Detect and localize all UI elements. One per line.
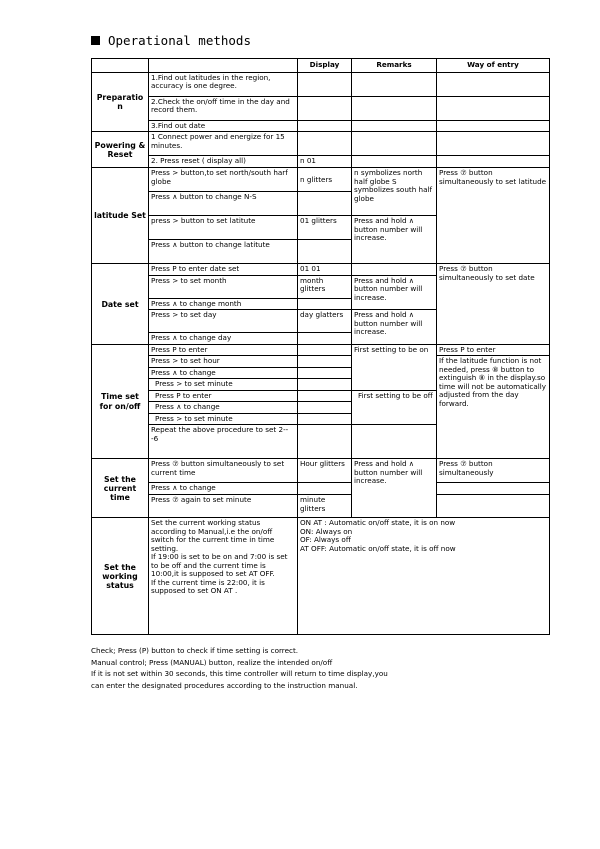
step-text: Press > to set day bbox=[149, 310, 298, 333]
step-text: Press > to set hour bbox=[149, 356, 298, 367]
step-text: Repeat the above procedure to set 2---6 bbox=[149, 425, 298, 459]
footer-line: can enter the designated procedures according to the instruction manual. bbox=[91, 680, 358, 690]
step-text: Press P to enter date set bbox=[149, 264, 298, 275]
step-text: Press P to enter bbox=[149, 390, 298, 401]
header-way-of-entry: Way of entry bbox=[437, 59, 550, 73]
display-cell: Hour glitters bbox=[298, 459, 352, 483]
step-text: 1 Connect power and energize for 15 minutes. bbox=[149, 132, 298, 156]
display-cell: day glatters bbox=[298, 310, 352, 333]
remarks-cell: First setting to be on bbox=[352, 344, 437, 390]
step-text: Press ∧ to change month bbox=[149, 298, 298, 309]
group-time-set: Time set for on/off bbox=[92, 344, 149, 458]
group-working-status: Set the working status bbox=[92, 518, 149, 635]
entry-cell bbox=[437, 73, 550, 97]
step-text: 3.Find out date bbox=[149, 121, 298, 132]
display-cell bbox=[298, 132, 352, 156]
option-line: OF: Always off bbox=[300, 535, 351, 545]
step-text: Press ∧ to change bbox=[149, 402, 298, 413]
step-text: Press ∧ button to change latitute bbox=[149, 240, 298, 264]
heading-text: Operational methods bbox=[108, 33, 251, 48]
working-status-text: If 19:00 is set to be on and 7:00 is set to be off and the current time is 10:00,it is supposed to set AT OFF. bbox=[151, 552, 288, 579]
footer-line: Check; Press (P) button to check if time setting is correct. bbox=[91, 646, 299, 655]
display-cell bbox=[298, 192, 352, 216]
display-cell bbox=[298, 390, 352, 401]
step-text: Press ⑦ again to set minute bbox=[149, 495, 298, 518]
step-text: Press ∧ to change bbox=[149, 367, 298, 378]
option-line: ON: Always on bbox=[300, 526, 353, 536]
header-step bbox=[149, 59, 298, 73]
display-cell: minute glitters bbox=[298, 495, 352, 518]
header-display: Display bbox=[298, 59, 352, 73]
group-current-time: Set the current time bbox=[92, 459, 149, 518]
entry-cell bbox=[437, 121, 550, 132]
remarks-cell: First setting to be off bbox=[352, 390, 437, 424]
step-text: 2. Press reset ( display all) bbox=[149, 156, 298, 168]
operation-table bbox=[91, 58, 550, 635]
remarks-cell: Press and hold ∧ button number will increase. bbox=[352, 216, 437, 264]
remarks-cell: Press and hold ∧ button number will increase. bbox=[352, 459, 437, 518]
display-cell: month glitters bbox=[298, 275, 352, 298]
display-cell bbox=[298, 240, 352, 264]
display-cell bbox=[298, 483, 352, 495]
step-text: press > button to set latitute bbox=[149, 216, 298, 240]
display-cell bbox=[298, 379, 352, 390]
remarks-cell: Press and hold ∧ button number will increase. bbox=[352, 275, 437, 309]
step-text: Press > button,to set north/south harf globe bbox=[149, 168, 298, 192]
display-cell bbox=[298, 344, 352, 355]
square-bullet-icon bbox=[91, 36, 100, 45]
step-text: Press ⑦ button simultaneously to set current time bbox=[149, 459, 298, 483]
display-cell: 01 01 bbox=[298, 264, 352, 275]
footer-line: Manual control; Press (MANUAL) button, realize the intended on/off bbox=[91, 657, 333, 667]
page-heading bbox=[91, 33, 251, 48]
entry-cell bbox=[437, 495, 550, 518]
option-line: ON AT : Automatic on/off state, it is on now bbox=[300, 518, 456, 528]
display-cell bbox=[298, 121, 352, 132]
entry-cell: Press ⑦ button simultaneously to set latitude bbox=[437, 168, 550, 264]
remarks-cell bbox=[352, 121, 437, 132]
working-status-text: If the current time is 22:00, it is supposed to set ON AT . bbox=[151, 577, 265, 596]
header-group bbox=[92, 59, 149, 73]
remarks-cell bbox=[352, 264, 437, 275]
header-row bbox=[92, 59, 550, 73]
remarks-cell bbox=[352, 156, 437, 168]
group-powering-reset: Powering & Reset bbox=[92, 132, 149, 168]
footer-line: If it is not set within 30 seconds, this time controller will return to time display,you bbox=[91, 669, 388, 679]
entry-cell: Press ⑦ button simultaneously bbox=[437, 459, 550, 483]
remarks-cell bbox=[352, 425, 437, 459]
step-text: Press ∧ to change bbox=[149, 483, 298, 495]
display-cell bbox=[298, 356, 352, 367]
step-text: Press > to set minute bbox=[149, 379, 298, 390]
working-status-text: Set the current working status according to Manual,i.e the on/off switch for the current time in time setting. bbox=[151, 518, 275, 553]
step-text: Press > to set minute bbox=[149, 413, 298, 424]
entry-cell bbox=[437, 483, 550, 495]
step-text: Press P to enter bbox=[149, 344, 298, 355]
group-preparation: Preparation bbox=[92, 73, 149, 132]
step-text: Press ∧ button to change N-S bbox=[149, 192, 298, 216]
step-text: 1.Find out latitudes in the region, accuracy is one degree. bbox=[149, 73, 298, 97]
remarks-cell bbox=[352, 132, 437, 156]
remarks-cell: Press and hold ∧ button number will increase. bbox=[352, 310, 437, 344]
display-cell bbox=[298, 367, 352, 378]
option-line: AT OFF: Automatic on/off state, it is off now bbox=[300, 543, 456, 553]
entry-cell bbox=[437, 97, 550, 121]
group-latitude-set: latitude Set bbox=[92, 168, 149, 264]
display-cell bbox=[298, 97, 352, 121]
entry-cell: Press P to enter bbox=[437, 344, 550, 355]
working-status-steps bbox=[149, 518, 298, 635]
display-cell: 01 glitters bbox=[298, 216, 352, 240]
display-cell bbox=[298, 333, 352, 344]
remarks-cell bbox=[352, 97, 437, 121]
remarks-cell: n symbolizes north half globe S symbolizes south half globe bbox=[352, 168, 437, 216]
display-cell bbox=[298, 402, 352, 413]
display-cell bbox=[298, 298, 352, 309]
remarks-cell bbox=[352, 73, 437, 97]
display-cell: n glitters bbox=[298, 168, 352, 192]
step-text: 2.Check the on/off time in the day and record them. bbox=[149, 97, 298, 121]
group-date-set: Date set bbox=[92, 264, 149, 344]
display-cell bbox=[298, 425, 352, 459]
display-cell: n 01 bbox=[298, 156, 352, 168]
step-text: Press > to set month bbox=[149, 275, 298, 298]
header-remarks: Remarks bbox=[352, 59, 437, 73]
display-cell bbox=[298, 73, 352, 97]
entry-cell: If the latitude function is not needed, press ⑧ button to extinguish ⑧ in the display.so time will not be automatically adjusted from the day forward. bbox=[437, 356, 550, 459]
entry-cell bbox=[437, 132, 550, 156]
entry-cell bbox=[437, 156, 550, 168]
step-text: Press ∧ to change day bbox=[149, 333, 298, 344]
entry-cell: Press ⑦ button simultaneously to set date bbox=[437, 264, 550, 344]
working-status-options bbox=[298, 518, 550, 635]
display-cell bbox=[298, 413, 352, 424]
footer-notes bbox=[91, 645, 561, 692]
